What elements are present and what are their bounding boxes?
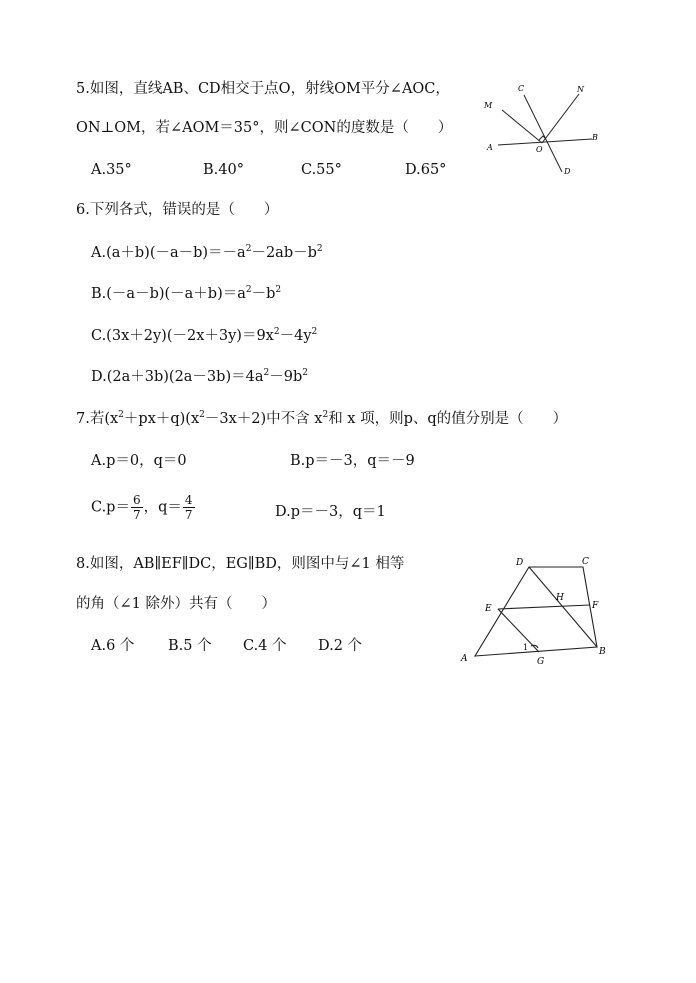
- ray-om: [502, 110, 542, 143]
- q8-stem-line2: 的角（∠1 除外）共有（ ）: [76, 596, 276, 612]
- q7-stem: 7.若$(x^2+px+q)(x^2-3x+2)$中不含 $x^2$和 x 项，则p、q的值分别是（ ）: [76, 410, 568, 427]
- q6-stem: 6.下列各式，错误的是（ ）: [76, 202, 279, 218]
- q7-option-b: B.p＝－3，q＝－9: [290, 453, 415, 469]
- label-c: C: [582, 557, 589, 567]
- fraction-p: $\frac{6}{7}$: [132, 493, 141, 522]
- label-d: D: [516, 558, 524, 568]
- q5-option-d: D.65°: [405, 162, 447, 178]
- segment-ef: [498, 605, 590, 609]
- label-c: C: [518, 84, 525, 93]
- q6-option-a: $A.(a+b)(-a-b)=-a^2-2ab-b^2$: [91, 244, 323, 261]
- q5-option-a: A.35°: [91, 162, 132, 178]
- q5-stem-line2: ON⊥OM，若∠AOM＝35°，则∠CON的度数是（ ）: [76, 120, 453, 136]
- label-n: N: [577, 85, 584, 94]
- q5-option-c: C.55°: [301, 162, 342, 178]
- label-h: H: [556, 593, 564, 603]
- label-angle-1: 1: [523, 643, 529, 652]
- q5-stem-line1: 5.如图，直线AB、CD相交于点O，射线OM平分∠AOC，: [76, 81, 450, 97]
- ray-on: [542, 94, 579, 143]
- label-e: E: [485, 604, 492, 614]
- label-a: A: [487, 143, 493, 152]
- q5-option-b: B.40°: [203, 162, 244, 178]
- q7-option-c: C.p＝ $\frac{6}{7}$ ，q＝ $\frac{4}{7}$: [91, 493, 193, 522]
- label-d: D: [564, 167, 571, 176]
- q8-option-b: B.5 个: [168, 638, 212, 654]
- q6-option-d: $D.(2a+3b)(2a-3b)=4a^2-9b^2$: [91, 368, 308, 385]
- q8-figure: [452, 550, 617, 670]
- label-g: G: [537, 657, 545, 667]
- quadrilateral-abcd: [475, 567, 597, 656]
- q7-option-a: A.p＝0，q＝0: [91, 453, 187, 469]
- q5-figure: [478, 78, 608, 178]
- line-ab: [498, 139, 592, 145]
- q7-option-d: D.p＝－3，q＝1: [275, 504, 386, 520]
- label-b: B: [592, 133, 598, 142]
- label-f: F: [592, 601, 599, 611]
- fraction-q: $\frac{4}{7}$: [184, 493, 193, 522]
- label-b: B: [599, 647, 606, 657]
- q6-option-c: $C.(3x+2y)(-2x+3y)=9x^2-4y^2$: [91, 327, 318, 344]
- label-m: M: [484, 101, 493, 110]
- q8-option-c: C.4 个: [243, 638, 287, 654]
- label-o: O: [536, 145, 543, 154]
- q6-option-b: $B.(-a-b)(-a+b)=a^2-b^2$: [91, 285, 282, 302]
- q8-stem-line1: 8.如图，AB∥EF∥DC，EG∥BD，则图中与∠1 相等: [76, 556, 405, 572]
- q8-option-d: D.2 个: [318, 638, 363, 654]
- label-a: A: [461, 654, 468, 664]
- q8-option-a: A.6 个: [91, 638, 135, 654]
